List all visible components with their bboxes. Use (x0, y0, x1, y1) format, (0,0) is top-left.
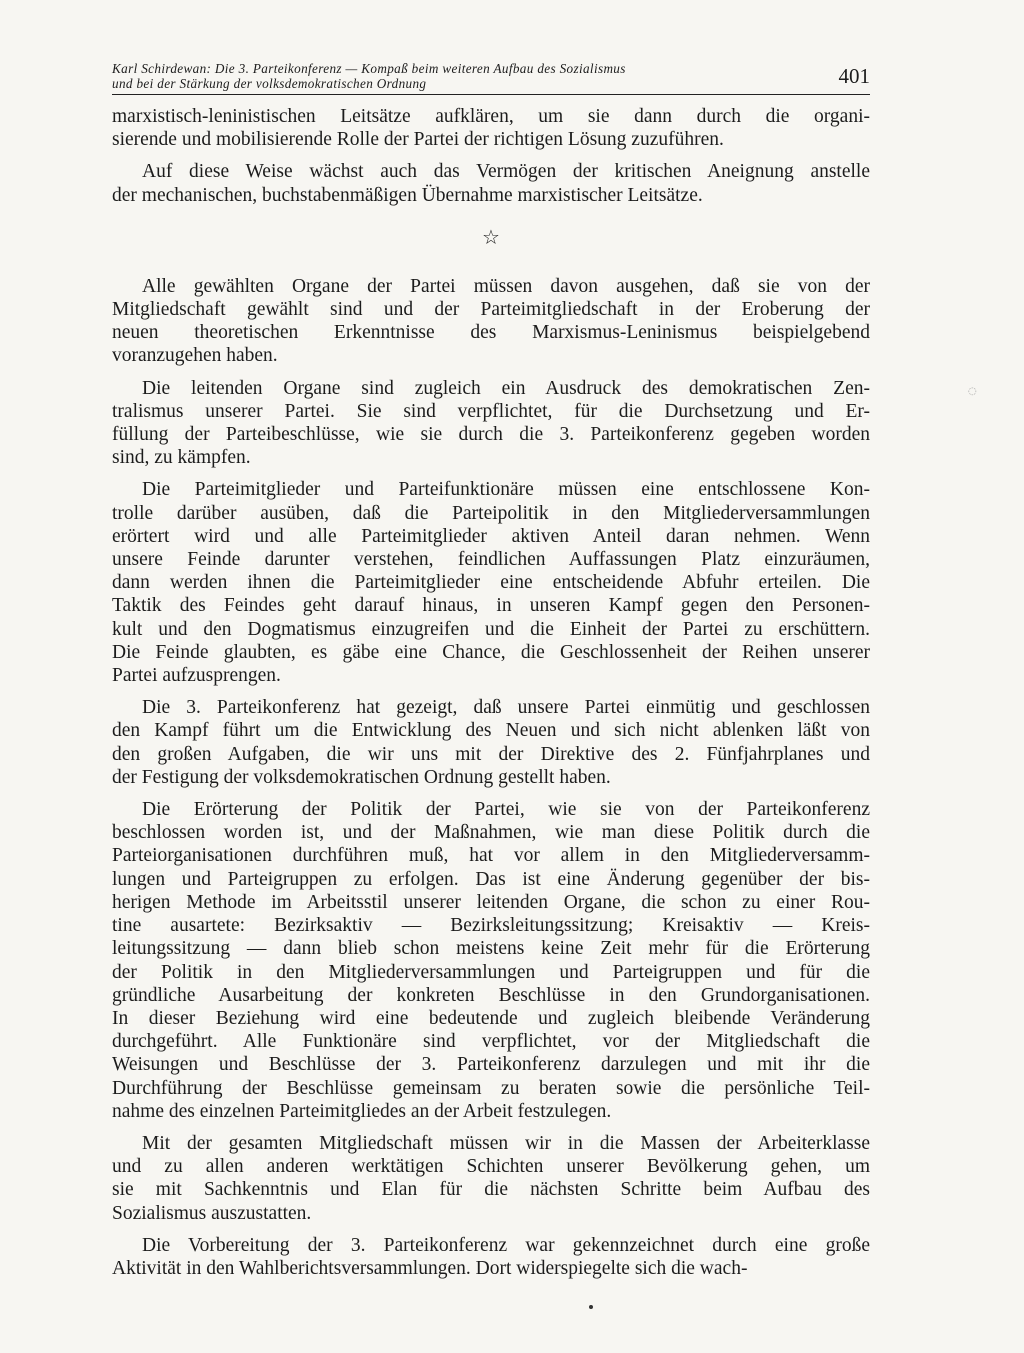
text-line: Sozialismus auszustatten. (112, 1202, 312, 1224)
text-line: Parteiorganisationen durchführen muß, hat vor allem in den Mitgliederversamm- (112, 845, 870, 867)
text-line: voranzugehen haben. (112, 345, 278, 367)
text-line: marxistisch-leninistischen Leitsätze aufklären, um sie dann durch die organi- (112, 106, 870, 127)
text-line: Taktik des Feindes geht darauf hinaus, in unseren Kampf gegen den Personen- (112, 595, 870, 617)
running-head-title-line-1: Karl Schirdewan: Die 3. Parteikonferenz — Kompaß beim weiteren Aufbau des Sozialismus (112, 61, 626, 76)
text-line: nahme des einzelnen Parteimitgliedes an der Arbeit festzulegen. (112, 1100, 612, 1122)
text-line: In dieser Beziehung wird eine bedeutende und zugleich bleibende Veränderung (112, 1007, 870, 1029)
paragraph (112, 798, 870, 1123)
paper-speck: ◌ (968, 386, 977, 397)
text-line: tine ausartete: Bezirksaktiv — Bezirksleitungssitzung; Kreisaktiv — Kreis- (112, 915, 870, 937)
text-line: sind, zu kämpfen. (112, 447, 251, 469)
paragraph (112, 275, 870, 368)
text-line: Mit der gesamten Mitgliedschaft müssen wir in die Massen der Arbeiterklasse (142, 1132, 870, 1154)
text-line: Durchführung der Beschlüsse gemeinsam zu beraten sowie die persönliche Teil- (112, 1077, 870, 1099)
document-page (112, 58, 870, 1289)
text-line: tralismus unserer Partei. Sie sind verpflichtet, für die Durchsetzung und Er- (112, 400, 870, 422)
paragraph (112, 696, 870, 789)
text-line: Die leitenden Organe sind zugleich ein Ausdruck des demokratischen Zen- (142, 377, 870, 399)
text-line: Die Vorbereitung der 3. Parteikonferenz war gekennzeichnet durch eine große (142, 1234, 870, 1256)
text-line: durchgeführt. Alle Funktionäre sind verpflichtet, vor der Mitgliedschaft die (112, 1031, 870, 1053)
text-line: dann werden ihnen die Parteimitglieder eine entscheidende Abfuhr erteilen. Die (112, 572, 870, 594)
text-line: Die 3. Parteikonferenz hat gezeigt, daß unsere Partei einmütig und geschlossen (142, 697, 870, 719)
text-line: der Festigung der volksdemokratischen Ordnung gestellt haben. (112, 766, 611, 788)
paragraph (112, 478, 870, 687)
running-head-title-line-2: und bei der Stärkung der volksdemokratischen Ordnung (112, 75, 427, 91)
paragraph (112, 377, 870, 470)
text-line: Die Parteimitglieder und Parteifunktionäre müssen eine entschlossene Kon- (142, 479, 870, 501)
text-line: lungen und Parteigruppen zu erfolgen. Das ist eine Änderung gegenüber der bis- (112, 868, 870, 890)
text-line: unsere Feinde darunter verstehen, feindlichen Auffassungen Platz einzuräumen, (112, 549, 870, 571)
text-line: füllung der Parteibeschlüsse, wie sie durch die 3. Parteikonferenz gegeben worden (112, 424, 870, 446)
text-line: Alle gewählten Organe der Partei müssen davon ausgehen, daß sie von der (142, 275, 870, 297)
text-line: Partei aufzusprengen. (112, 665, 281, 687)
text-line: leitungssitzung — dann blieb schon meistens keine Zeit mehr für die Erörterung (112, 938, 870, 960)
paragraph (112, 160, 870, 206)
paragraph (112, 1132, 870, 1225)
star-icon: ☆ (482, 224, 500, 249)
text-line: der Politik in den Mitgliederversammlungen und Parteigruppen und für die (112, 961, 870, 983)
text-line: trolle darüber ausüben, daß die Parteipolitik in den Mitgliederversammlungen (112, 502, 870, 524)
text-line: beschlossen worden ist, und der Maßnahmen, wie man diese Politik durch die (112, 822, 870, 844)
paragraph (112, 105, 870, 151)
text-line: sie mit Sachkenntnis und Elan für die nächsten Schritte beim Aufbau des (112, 1179, 870, 1201)
running-head-title (112, 58, 792, 91)
paragraphs-after-separator (112, 275, 870, 1280)
text-line: Die Feinde glaubten, es gäbe eine Chance, die Geschlossenheit der Reihen unserer (112, 641, 870, 663)
text-line: Aktivität in den Wahlberichtsversammlungen. Dort widerspiegelte sich die wach- (112, 1257, 748, 1279)
text-line: Mitgliedschaft gewählt sind und der Parteimitgliedschaft in der Eroberung der (112, 299, 870, 321)
text-line: den Kampf führt um die Entwicklung des Neuen und sich nicht ablenken läßt von (112, 720, 870, 742)
text-line: gründliche Ausarbeitung der konkreten Beschlüsse in den Grundorganisationen. (112, 984, 870, 1006)
text-line: sierende und mobilisierende Rolle der Partei der richtigen Lösung zuzuführen. (112, 129, 724, 151)
text-line: herigen Methode im Arbeitsstil unserer leitenden Organe, die schon zu einer Rou- (112, 891, 870, 913)
text-line: Auf diese Weise wächst auch das Vermögen der kritischen Aneignung anstelle (142, 161, 870, 183)
running-head (112, 58, 870, 95)
paragraph (112, 1234, 870, 1280)
text-line: kult und den Dogmatismus einzugreifen und die Einheit der Partei zu erschüttern. (112, 618, 870, 640)
text-line: der mechanischen, buchstabenmäßigen Übernahme marxistischer Leitsätze. (112, 184, 703, 206)
paper-dot (589, 1305, 593, 1309)
text-line: und zu allen anderen werktätigen Schichten unserer Bevölkerung gehen, um (112, 1156, 870, 1178)
page-number: 401 (838, 64, 870, 88)
text-line: erörtert wird und alle Parteimitglieder aktiven Anteil daran nehmen. Wenn (112, 525, 870, 547)
text-line: den großen Aufgaben, die wir uns mit der Direktive des 2. Fünfjahrplanes und (112, 743, 870, 765)
text-line: neuen theoretischen Erkenntnisse des Marxismus-Leninismus beispielgebend (112, 322, 870, 344)
text-line: Weisungen und Beschlüsse der 3. Parteikonferenz darzulegen und mit ihr die (112, 1054, 870, 1076)
paragraphs-before-separator (112, 105, 870, 207)
text-line: Die Erörterung der Politik der Partei, wie sie von der Parteikonferenz (142, 799, 870, 821)
body-text (112, 105, 870, 1280)
